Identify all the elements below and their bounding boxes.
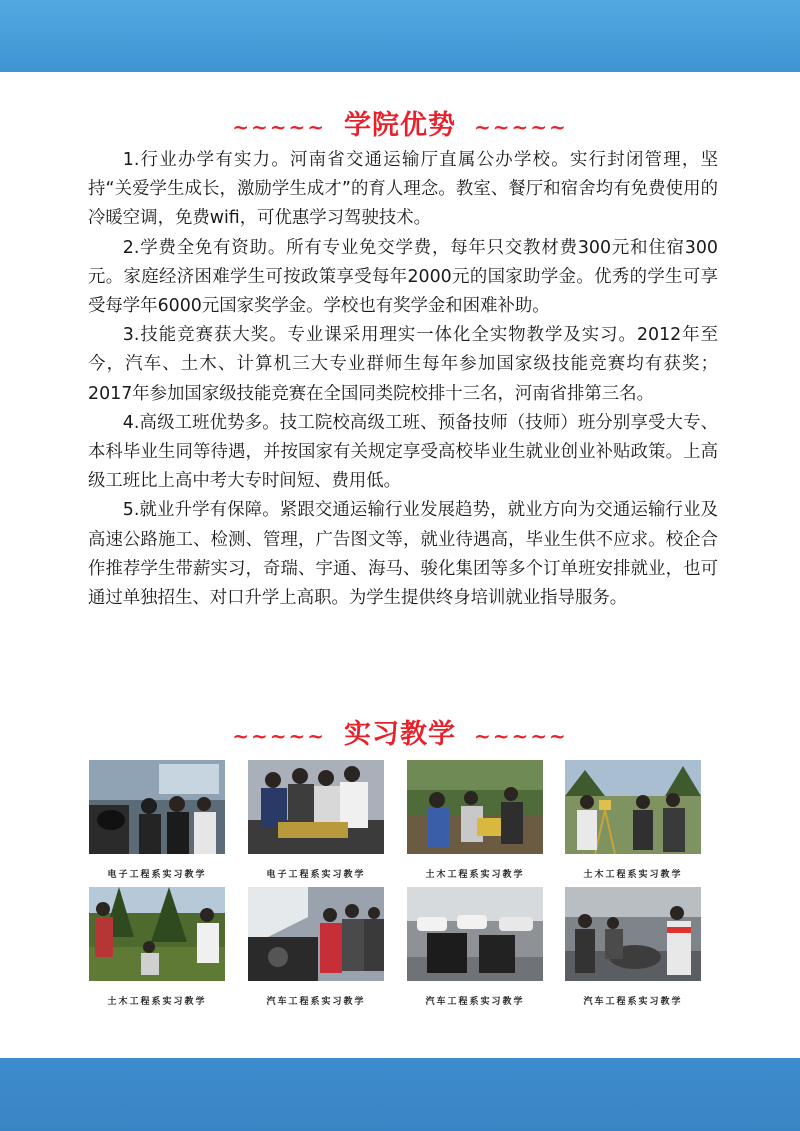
practice-photo [248, 887, 384, 981]
photo-caption: 汽车工程系实习教学 [425, 997, 525, 1007]
photo-caption: 土木工程系实习教学 [583, 870, 683, 880]
bottom-blue-band [0, 1058, 800, 1131]
practice-photo [248, 760, 384, 854]
photo-caption: 电子工程系实习教学 [107, 870, 207, 880]
practice-photo [407, 887, 543, 981]
practice-photo [565, 760, 701, 854]
practice-photo [89, 887, 225, 981]
practice-photo [89, 760, 225, 854]
title-decoration-right: ~~~~~ [474, 724, 568, 748]
advantage-paragraph: 2.学费全免有资助。所有专业免交学费，每年只交教材费300元和住宿300元。家庭经济困难学生可按政策享受每年2000元的国家助学金。优秀的学生可享受每学年6000元国家奖学金。学校也有奖学金和困难补助。 [88, 237, 718, 317]
section-title-text: 学院优势 [344, 110, 456, 141]
title-decoration-left: ~~~~~ [232, 115, 326, 139]
section-title-text: 实习教学 [344, 719, 456, 750]
advantage-paragraph: 3.技能竞赛获大奖。专业课采用理实一体化全实物教学及实习。2012年至今，汽车、土木、计算机三大专业群师生每年参加国家级技能竞赛均有获奖；2017年参加国家级技能竞赛在全国同类院校排十三名，河南省排第三名。 [88, 325, 718, 404]
practice-photo [565, 887, 701, 981]
photo-caption: 汽车工程系实习教学 [583, 997, 683, 1007]
section-title-practice [0, 712, 800, 751]
title-decoration-right: ~~~~~ [474, 115, 568, 139]
section-title-advantages [0, 103, 800, 142]
advantage-paragraph: 5.就业升学有保障。紧跟交通运输行业发展趋势，就业方向为交通运输行业及高速公路施工、检测、管理，广告图文等，就业待遇高，毕业生供不应求。校企合作推荐学生带薪实习，奇瑞、宇通、海马、骏化集团等多个订单班安排就业，也可通过单独招生、对口升学上高职。为学生提供终身培训就业指导服务。 [88, 500, 718, 609]
advantages-body [88, 146, 718, 613]
practice-photo [407, 760, 543, 854]
photo-caption: 电子工程系实习教学 [266, 870, 366, 880]
photo-caption: 汽车工程系实习教学 [266, 997, 366, 1007]
advantage-paragraph: 4.高级工班优势多。技工院校高级工班、预备技师（技师）班分别享受大专、本科毕业生同等待遇，并按国家有关规定享受高校毕业生就业创业补贴政策。上高级工班比上高中考大专时间短、费用低。 [88, 412, 718, 492]
advantage-paragraph: 1.行业办学有实力。河南省交通运输厅直属公办学校。实行封闭管理，坚持“关爱学生成长，激励学生成才”的育人理念。教室、餐厅和宿舍均有免费使用的冷暖空调，免费wifi，可优惠学习驾驶技术。 [88, 150, 718, 229]
photo-caption: 土木工程系实习教学 [107, 997, 207, 1007]
photo-caption: 土木工程系实习教学 [425, 870, 525, 880]
title-decoration-left: ~~~~~ [232, 724, 326, 748]
top-blue-band [0, 0, 800, 72]
